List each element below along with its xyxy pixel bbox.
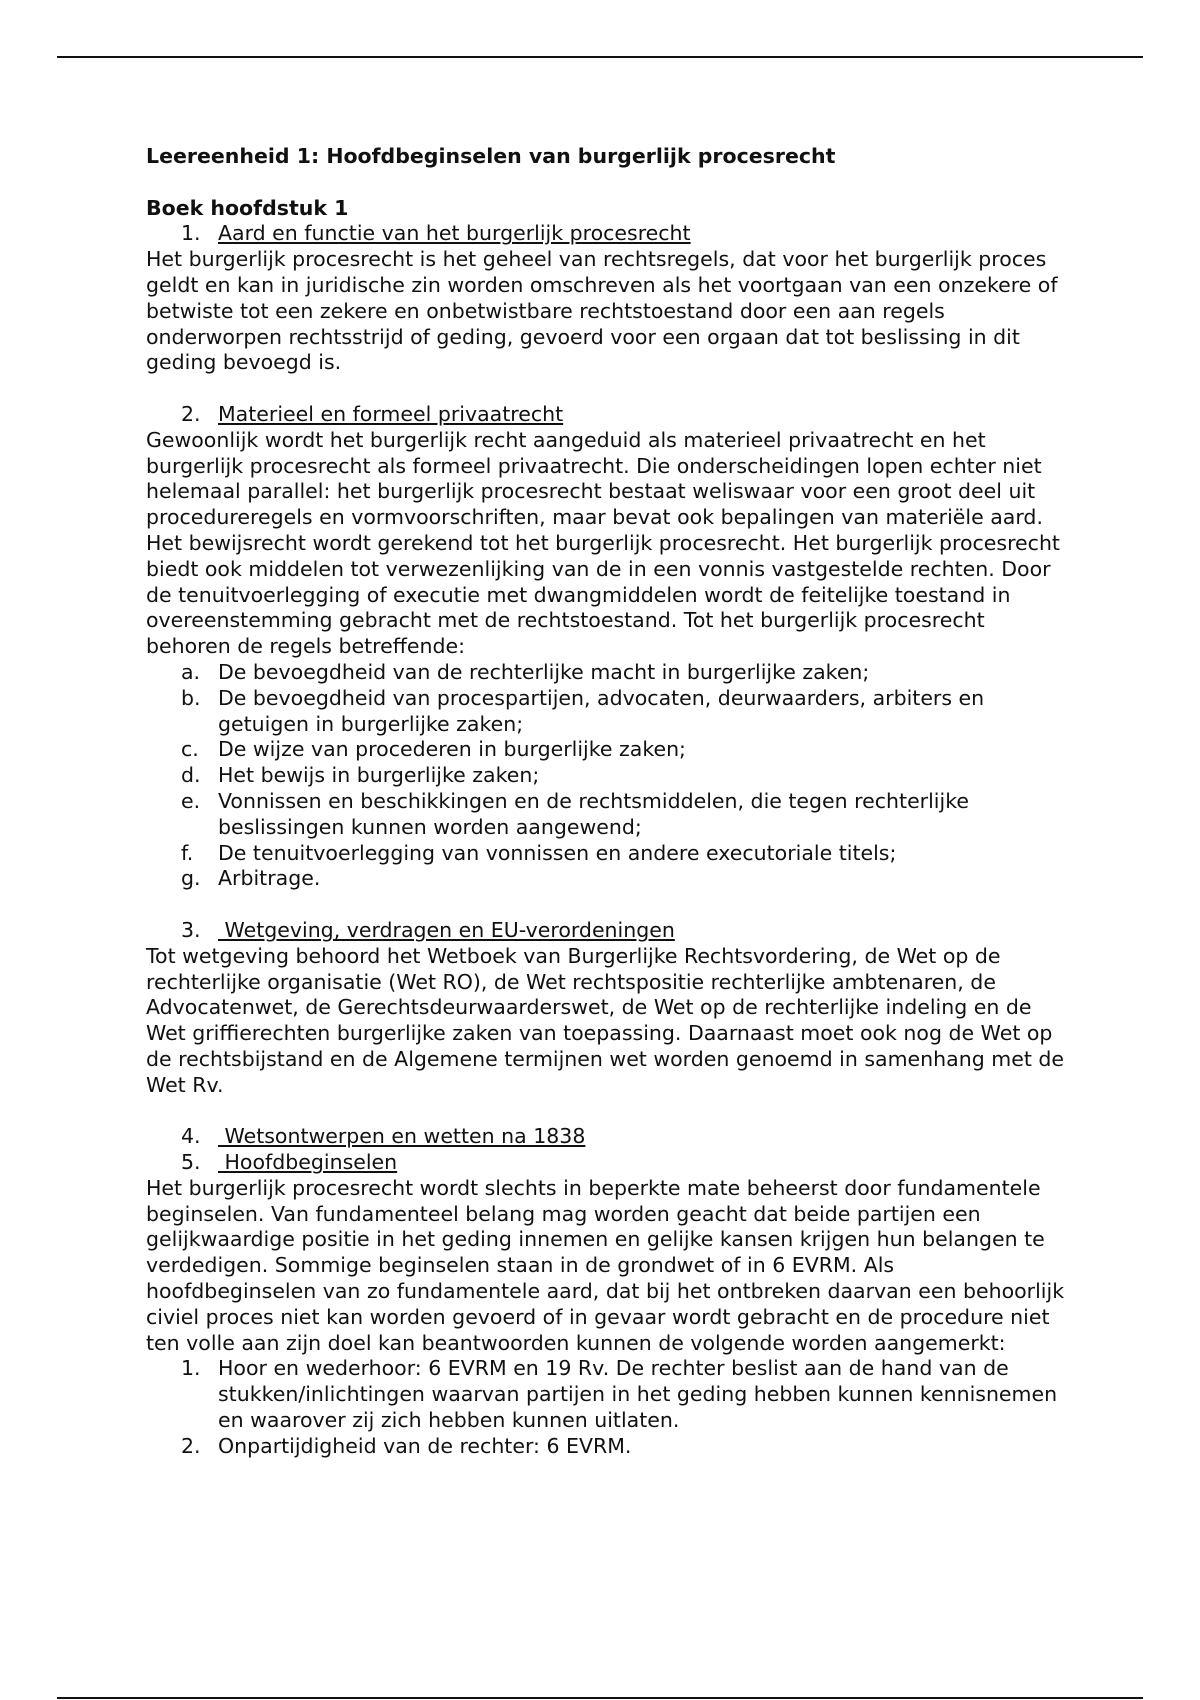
- section-title: Wetgeving, verdragen en EU-verordeningen: [218, 917, 675, 942]
- section-title: Hoofdbeginselen: [218, 1150, 398, 1175]
- list-item: [146, 866, 1066, 892]
- list-marker: 1.: [181, 1356, 201, 1381]
- list-marker: a.: [181, 659, 201, 684]
- list-text: Hoor en wederhoor: 6 EVRM en 19 Rv. De rechter beslist aan de hand van de stukken/inlichtingen waarvan partijen in het geding hebben kunnen kennisnemen en waarover zij zich hebben kunnen uitlaten.: [218, 1356, 1058, 1433]
- list-text: De wijze van procederen in burgerlijke zaken;: [218, 737, 686, 762]
- list-item: [146, 1434, 1066, 1460]
- list-item: [146, 1356, 1066, 1433]
- section-number: 3.: [181, 917, 201, 942]
- list-text: Het bewijs in burgerlijke zaken;: [218, 763, 540, 788]
- document-title: Leereenheid 1: Hoofdbeginselen van burgerlijk procesrecht: [146, 144, 836, 168]
- numbered-list: [146, 1356, 1066, 1459]
- list-marker: d.: [181, 763, 201, 788]
- section-number: 4.: [181, 1124, 201, 1149]
- lettered-list: [146, 660, 1066, 892]
- list-marker: b.: [181, 685, 201, 710]
- list-item: [146, 686, 1066, 738]
- list-marker: e.: [181, 788, 201, 813]
- section-number: 1.: [181, 221, 201, 246]
- section-paragraph: Het burgerlijk procesrecht is het geheel van rechtsregels, dat voor het burgerlijk proces geldt en kan in juridische zin worden omschreven als het voortgaan van een onzekere of betwiste tot een zekere en onbetwistbare rechtstoestand door een aan regels onderworpen rechtsstrijd of geding, gevoerd voor een orgaan dat tot beslissing in dit geding bevoegd is.: [146, 247, 1058, 375]
- section-number: 2.: [181, 401, 201, 426]
- top-rule: [57, 56, 1143, 58]
- spacer: [146, 376, 1066, 402]
- list-marker: f.: [181, 840, 194, 865]
- section-paragraph: Het burgerlijk procesrecht wordt slechts in beperkte mate beheerst door fundamentele beginselen. Van fundamenteel belang mag worden geacht dat beide partijen een gelijkwaardige positie in het geding innemen en gelijke kansen krijgen hun belangen te verdedigen. Sommige beginselen staan in de grondwet of in 6 EVRM. Als hoofdbeginselen van zo fundamentele aard, dat bij het ontbreken daarvan een behoorlijk civiel proces niet kan worden gevoerd of in gevaar wordt gebracht en de procedure niet ten volle aan zijn doel kan beantwoorden kunnen de volgende worden aangemerkt:: [146, 1175, 1065, 1355]
- list-text: De bevoegdheid van procespartijen, advocaten, deurwaarders, arbiters en getuigen in burgerlijke zaken;: [218, 685, 985, 736]
- list-marker: 2.: [181, 1433, 201, 1458]
- section-heading-3: [146, 918, 1066, 944]
- bottom-rule: [57, 1697, 1143, 1699]
- section-number: 5.: [181, 1150, 201, 1175]
- list-marker: c.: [181, 737, 199, 762]
- section-heading-4: [146, 1124, 1066, 1150]
- section-title: Aard en functie van het burgerlijk procesrecht: [218, 221, 691, 246]
- section-title: Materieel en formeel privaatrecht: [218, 401, 564, 426]
- list-text: Vonnissen en beschikkingen en de rechtsmiddelen, die tegen rechterlijke beslissingen kunnen worden aangewend;: [218, 788, 969, 839]
- list-item: [146, 789, 1066, 841]
- spacer: [146, 1098, 1066, 1124]
- list-text: De bevoegdheid van de rechterlijke macht in burgerlijke zaken;: [218, 659, 870, 684]
- spacer: [146, 170, 1066, 196]
- list-item: [146, 841, 1066, 867]
- document-body: [146, 144, 1066, 1460]
- list-item: [146, 763, 1066, 789]
- spacer: [146, 892, 1066, 918]
- section-paragraph: Tot wetgeving behoord het Wetboek van Burgerlijke Rechtsvordering, de Wet op de rechterlijke organisatie (Wet RO), de Wet rechtspositie rechterlijke ambtenaren, de Advocatenwet, de Gerechtsdeurwaarderswet, de Wet op de rechterlijke indeling en de Wet griffierechten burgerlijke zaken van toepassing. Daarnaast moet ook nog de Wet op de rechtsbijstand en de Algemene termijnen wet worden genoemd in samenhang met de Wet Rv.: [146, 943, 1064, 1097]
- section-heading-5: [146, 1150, 1066, 1176]
- list-item: [146, 737, 1066, 763]
- list-item: [146, 660, 1066, 686]
- section-heading-1: [146, 221, 1066, 247]
- section-title: Wetsontwerpen en wetten na 1838: [218, 1124, 586, 1149]
- list-text: Arbitrage.: [218, 866, 321, 891]
- list-text: Onpartijdigheid van de rechter: 6 EVRM.: [218, 1433, 632, 1458]
- section-heading-2: [146, 402, 1066, 428]
- section-paragraph: Gewoonlijk wordt het burgerlijk recht aangeduid als materieel privaatrecht en het burgerlijk procesrecht als formeel privaatrecht. Die onderscheidingen lopen echter niet helemaal parallel: het burgerlijk procesrecht bestaat weliswaar voor een groot deel uit procedureregels en vormvoorschriften, maar bevat ook bepalingen van materiële aard. Het bewijsrecht wordt gerekend tot het burgerlijk procesrecht. Het burgerlijk procesrecht biedt ook middelen tot verwezenlijking van de in een vonnis vastgestelde rechten. Door de tenuitvoerlegging of executie met dwangmiddelen wordt de feitelijke toestand in overeenstemming gebracht met de rechtstoestand. Tot het burgerlijk procesrecht behoren de regels betreffende:: [146, 427, 1060, 659]
- chapter-heading: Boek hoofdstuk 1: [146, 195, 349, 220]
- list-text: De tenuitvoerlegging van vonnissen en andere executoriale titels;: [218, 840, 897, 865]
- list-marker: g.: [181, 866, 201, 891]
